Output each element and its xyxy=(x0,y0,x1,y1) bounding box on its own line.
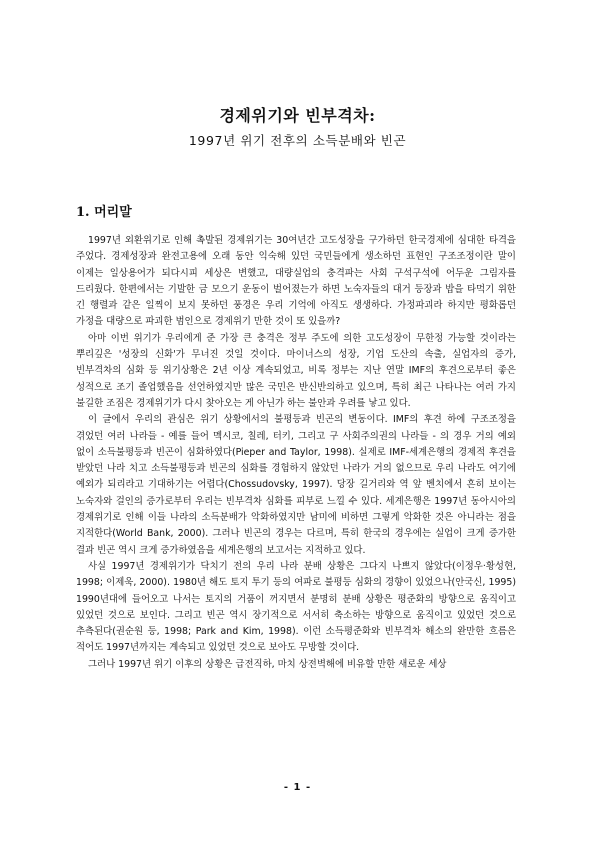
document-subtitle: 1997년 위기 전후의 소득분배와 빈곤 xyxy=(188,133,407,148)
paragraph: 이 글에서 우리의 관심은 위기 상황에서의 불평등과 빈곤의 변동이다. IMF의 후견 하에 구조조정을 겪었던 여러 나라들 - 예를 들어 멕시코, 칠레, 터키, 그리고 구 사회주의권의 나라들 - 의 경우 거의 예외 없이 소득불평등과 빈곤이 심화하였다(Pieper and Taylor, 1998). 실제로 IMF-세계은행의 경제적 후견을 받았던 나라 치고 소득불평등과 빈곤의 심화를 경험하지 않았던 나라가 거의 없으므로 우리 나라도 여기에 예외가 되리라고 기대하기는 어렵다(Chossudovsky, 1997). 당장 길거리와 역 앞 벤치에서 흔히 보이는 노숙자와 걸인의 증가로부터 우리는 빈부격차 심화를 피부로 느낄 수 있다. 세계은행은 1997년 동아시아의 경제위기로 인해 이들 나라의 소득분배가 악화하였지만 남미에 비하면 그렇게 악화한 것은 아니라는 점을 지적한다(World Bank, 2000). 그러나 빈곤의 경우는 다르며, 특히 한국의 경우에는 실업이 크게 증가한 결과 빈곤 역시 크게 증가하였음을 세계은행의 보고서는 지적하고 있다. xyxy=(76,414,516,556)
body-text xyxy=(76,233,516,759)
paragraph: 1997년 외환위기로 인해 촉발된 경제위기는 30여년간 고도성장을 구가하던 한국경제에 심대한 타격을 주었다. 경제성장과 완전고용에 오래 동안 익숙해 있던 국민들에게 생소하던 표현인 구조조정이란 말이 이제는 일상용어가 되다시피 세상은 변했고, 대량실업의 충격파는 사회 구석구석에 어두운 그림자를 드리웠다. 한편에서는 기발한 금 모으기 운동이 벌어졌는가 하면 노숙자들의 대거 등장과 밥을 타먹기 위한 긴 행렬과 같은 일찍이 보지 못하던 풍경은 우리 기억에 아직도 생생하다. 가정파괴라 하지만 평화롭던 가정을 대량으로 파괴한 범인으로 경제위기 만한 것이 또 있을까? xyxy=(76,235,516,328)
section-heading: 1. 머리말 xyxy=(76,205,132,220)
paragraph: 그러나 1997년 위기 이후의 상황은 급전직하, 마치 상전벽해에 비유할 만한 새로운 세상 xyxy=(88,658,447,670)
document-title: 경제위기와 빈부격차: xyxy=(219,106,376,125)
page-number: - 1 - xyxy=(283,782,312,793)
paragraph: 사실 1997년 경제위기가 닥치기 전의 우리 나라 분배 상황은 그다지 나쁘지 않았다(이정우·황성현, 1998; 이제욱, 2000). 1980년 해도 토지 투기 등의 여파로 불평등 심화의 경향이 있었으나(안국신, 1995) 1990년대에 들어오고 나서는 토지의 거품이 꺼지면서 분명히 분배 상황은 평준화의 방향으로 움직이고 있었던 것으로 보인다. 그리고 빈곤 역시 장기적으로 서서히 축소하는 방향으로 움직이고 있었던 것으로 추측된다(권순원 등, 1998; Park and Kim, 1998). 이런 소득평준화와 빈부격차 해소의 완만한 흐름은 적어도 1997년까지는 계속되고 있었던 것으로 보아도 무방할 것이다. xyxy=(76,560,516,654)
paragraph: 아마 이번 위기가 우리에게 준 가장 큰 충격은 정부 주도에 의한 고도성장이 무한정 가능할 것이라는 뿌리깊은 '성장의 신화'가 무너진 것일 것이다. 마이너스의 성장, 기업 도산의 속출, 실업자의 증가, 빈부격차의 심화 등 위기상황은 2년 이상 계속되었고, 비록 정부는 지난 연말 IMF의 후견으로부터 좋은 성적으로 조기 졸업했음을 선언하였지만 많은 국민은 반신반의하고 있으며, 특히 최근 나타나는 여러 가지 불길한 조짐은 경제위기가 다시 찾아오는 게 아닌가 하는 불안과 우려를 낳고 있다. xyxy=(76,332,516,409)
